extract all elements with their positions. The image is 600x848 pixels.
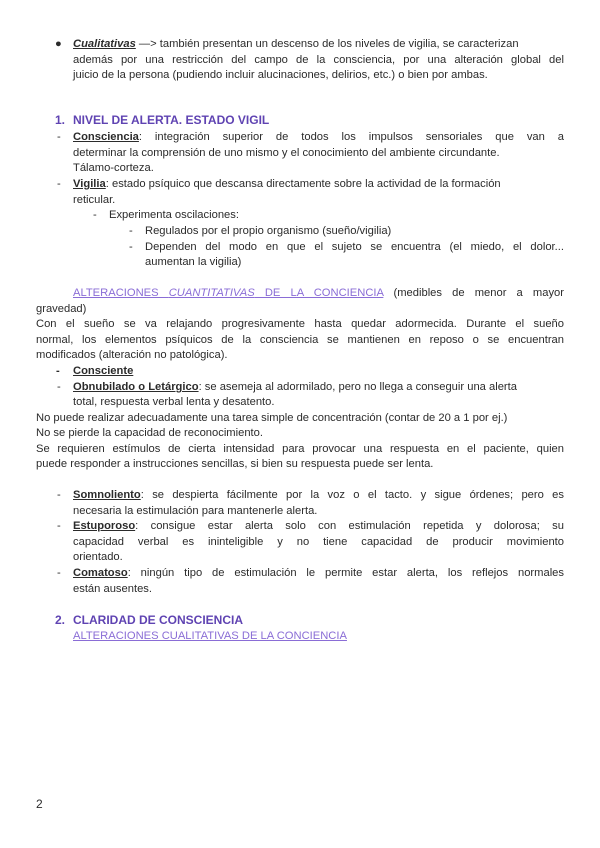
consciencia-line-3: Tálamo-corteza.: [73, 162, 154, 174]
vigilia-line-1: [73, 177, 501, 193]
consciencia-line-1: [73, 130, 564, 146]
dash: -: [57, 567, 61, 579]
section-1-title: NIVEL DE ALERTA. ESTADO VIGIL: [73, 113, 270, 127]
vigilia-subsub-1: Regulados por el propio organismo (sueño/vigilia): [145, 225, 392, 237]
intro-line-3: juicio de la persona (pudiendo incluir alucinaciones, delirios, etc.) o bien por ambas.: [73, 69, 488, 81]
term-obnubilado: Obnubilado o Letárgico: [73, 381, 199, 393]
section-1-number: 1.: [55, 113, 66, 127]
dash: -: [57, 489, 61, 501]
dash: -: [129, 225, 133, 237]
obnubilado-line-1: [73, 380, 517, 396]
term-consciencia: Consciencia: [73, 131, 139, 143]
sleep-para-line-3: modificados (alteración no patológica).: [36, 349, 228, 361]
dash: -: [57, 381, 61, 393]
cuantitativas-link[interactable]: [73, 287, 383, 299]
term-comatoso: Comatoso: [73, 567, 128, 579]
estuporoso-line-1: [73, 519, 564, 535]
cualitativas-link[interactable]: ALTERACIONES CUALITATIVAS DE LA CONCIENCIA: [73, 630, 347, 642]
cuantitativas-heading-line: [73, 286, 564, 302]
dash: -: [129, 241, 133, 253]
term-somnoliento: Somnoliento: [73, 489, 141, 501]
consciencia-text-1: : integración superior de todos los impulsos sensoriales que van a: [138, 131, 564, 143]
link-part-b: CUANTITATIVAS: [168, 287, 255, 299]
page-number: 2: [36, 797, 43, 811]
dash: -: [57, 178, 61, 190]
para-concentracion: No puede realizar adecuadamente una tarea simple de concentración (contar de 20 a 1 por ej.): [36, 412, 508, 424]
para-reconocimiento: No se pierde la capacidad de reconocimiento.: [36, 427, 263, 439]
section-2-title: CLARIDAD DE CONSCIENCIA: [73, 613, 244, 627]
arrow-text: —>: [135, 38, 160, 50]
bullet-dot: ●: [55, 38, 62, 50]
somnoliento-line-1: [73, 488, 564, 504]
para-estimulos-line-1: Se requieren estímulos de cierta intensidad para provocar una respuesta en el paciente, quien: [36, 443, 564, 455]
link-part-a: ALTERACIONES: [73, 287, 169, 299]
consciencia-line-2: determinar la comprensión de uno mismo y el conocimiento del ambiente circundante.: [73, 147, 500, 159]
sleep-para-line-1: Con el sueño se va relajando progresivamente hasta quedar adormecida. Durante el sueño: [36, 318, 564, 330]
term-cualitativas: Cualitativas: [73, 38, 136, 50]
term-vigilia: Vigilia: [73, 178, 106, 190]
term-consciente: Consciente: [73, 365, 134, 377]
intro-text-1: también presentan un descenso de los niveles de vigilia, se caracterizan: [159, 38, 519, 50]
obnubilado-line-2: total, respuesta verbal lenta y desatento.: [73, 396, 275, 408]
vigilia-line-2: reticular.: [73, 194, 116, 206]
cuantitativas-line-2: gravedad): [36, 303, 87, 315]
somnoliento-text-1: : se despierta fácilmente por la voz o el tacto. y sigue órdenes; pero es: [140, 489, 564, 501]
intro-line-1: [73, 37, 564, 53]
obnubilado-text-1: : se asemeja al adormilado, pero no llega a conseguir una alerta: [198, 381, 517, 393]
estuporoso-line-2: capacidad verbal es ininteligible y no tiene capacidad de producir movimiento: [73, 536, 564, 548]
sleep-para-line-2: normal, los elementos psíquicos de la consciencia se mantienen en reposo o se encuentran: [36, 334, 564, 346]
dash: -: [57, 131, 61, 143]
dash: -: [57, 520, 61, 532]
vigilia-text-1: : estado psíquico que descansa directamente sobre la actividad de la formación: [105, 178, 501, 190]
estuporoso-line-3: orientado.: [73, 551, 123, 563]
vigilia-subsub-2-line-2: aumentan la vigilia): [145, 256, 242, 268]
estuporoso-text-1: : consigue estar alerta solo con estimulación repetida y dolorosa; su: [135, 520, 564, 532]
term-estuporoso: Estuporoso: [73, 520, 136, 532]
link-part-c: DE LA CONCIENCIA: [254, 287, 384, 299]
cuantitativas-after: (medibles de menor a mayor: [383, 287, 564, 299]
vigilia-subsub-2-line-1: Dependen del modo en que el sujeto se encuentra (el miedo, el dolor...: [145, 241, 564, 253]
section-2-number: 2.: [55, 613, 66, 627]
dash: -: [56, 365, 60, 377]
comatoso-line-1: [73, 566, 564, 582]
intro-line-2: además por una restricción del campo de la consciencia, por una alteración global del: [73, 54, 564, 66]
somnoliento-line-2: necesaria la estimulación para mantenerle alerta.: [73, 505, 318, 517]
comatoso-line-2: están ausentes.: [73, 583, 152, 595]
comatoso-text-1: : ningún tipo de estimulación le permite estar alerta, los reflejos normales: [127, 567, 564, 579]
dash: -: [93, 209, 97, 221]
vigilia-sub: Experimenta oscilaciones:: [109, 209, 239, 221]
para-estimulos-line-2: puede responder a instrucciones sencillas, si bien su respuesta puede ser lenta.: [36, 458, 434, 470]
